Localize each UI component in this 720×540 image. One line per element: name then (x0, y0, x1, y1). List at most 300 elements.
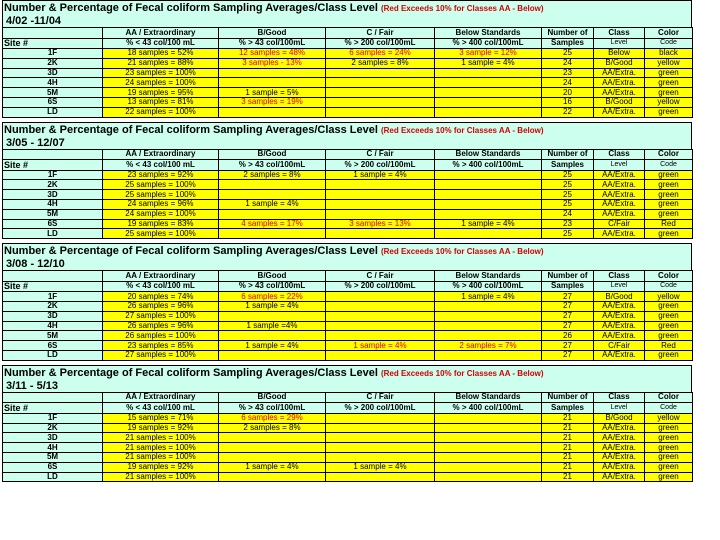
b-cell (219, 180, 326, 190)
col-header-below: Below Standards (435, 271, 542, 282)
color-code-cell: green (645, 452, 693, 462)
color-code-cell: yellow (645, 97, 693, 107)
aa-cell: 27 samples = 100% (103, 350, 219, 360)
b-cell (219, 190, 326, 200)
aa-cell: 22 samples = 100% (103, 107, 219, 117)
site-cell: 5M (3, 88, 103, 98)
class-cell: B/Good (594, 292, 645, 302)
subheader-row (3, 281, 693, 292)
col-header-class: Class (594, 392, 645, 403)
block-title-text: Number & Percentage of Fecal coliform Sampling Averages/Class Level (4, 2, 378, 14)
subheader-row (3, 160, 693, 171)
b-cell (219, 331, 326, 341)
table-row (3, 209, 693, 219)
aa-cell: 19 samples = 95% (103, 88, 219, 98)
aa-cell: 19 samples = 83% (103, 219, 219, 229)
col-header-c: C / Fair (326, 149, 435, 160)
color-code-cell: Red (645, 219, 693, 229)
col-header-number: Number of (542, 271, 594, 282)
site-cell: 1F (3, 170, 103, 180)
c-cell (326, 68, 435, 78)
below-cell (435, 462, 542, 472)
c-cell (326, 331, 435, 341)
samples-cell: 25 (542, 229, 594, 239)
col-subheader-below: % > 400 col/100mL (435, 281, 542, 292)
site-cell: 1F (3, 49, 103, 59)
below-cell: 2 samples = 7% (435, 341, 542, 351)
class-cell: Below (594, 49, 645, 59)
class-cell: C/Fair (594, 341, 645, 351)
c-cell: 2 samples = 8% (326, 58, 435, 68)
site-cell: LD (3, 229, 103, 239)
col-header-number: Number of (542, 149, 594, 160)
header-row (3, 149, 693, 160)
col-header-b: B/Good (219, 149, 326, 160)
c-cell: 6 samples = 24% (326, 49, 435, 59)
color-code-cell: Red (645, 341, 693, 351)
col-header-below: Below Standards (435, 149, 542, 160)
aa-cell: 21 samples = 100% (103, 433, 219, 443)
exceed-note: (Red Exceeds 10% for Classes AA - Below) (380, 247, 544, 257)
below-cell (435, 321, 542, 331)
c-cell (326, 433, 435, 443)
aa-cell: 21 samples = 100% (103, 443, 219, 453)
b-cell: 1 sample = 4% (219, 301, 326, 311)
col-header-class: Class (594, 28, 645, 39)
samples-cell: 23 (542, 219, 594, 229)
b-cell (219, 209, 326, 219)
col-subheader-color: Code (645, 160, 693, 171)
table-row (3, 350, 693, 360)
site-cell: 5M (3, 209, 103, 219)
period-label: 4/02 -11/04 (2, 15, 692, 27)
samples-cell: 27 (542, 341, 594, 351)
table-row (3, 199, 693, 209)
table-row (3, 97, 693, 107)
aa-cell: 19 samples = 92% (103, 462, 219, 472)
col-header-site: Site # (3, 403, 103, 414)
c-cell: 1 sample = 4% (326, 341, 435, 351)
b-cell (219, 229, 326, 239)
samples-cell: 21 (542, 413, 594, 423)
b-cell: 4 samples = 17% (219, 219, 326, 229)
col-header-site-blank (3, 149, 103, 160)
col-header-b: B/Good (219, 271, 326, 282)
site-cell: 5M (3, 331, 103, 341)
aa-cell: 27 samples = 100% (103, 311, 219, 321)
samples-cell: 27 (542, 292, 594, 302)
col-subheader-color: Code (645, 38, 693, 49)
color-code-cell: green (645, 472, 693, 482)
color-code-cell: green (645, 229, 693, 239)
b-cell: 3 samples - 13% (219, 58, 326, 68)
aa-cell: 26 samples = 96% (103, 301, 219, 311)
color-code-cell: yellow (645, 292, 693, 302)
col-subheader-cls: Level (594, 160, 645, 171)
col-header-number: Number of (542, 392, 594, 403)
c-cell (326, 292, 435, 302)
header-row (3, 392, 693, 403)
class-cell: AA/Extra. (594, 78, 645, 88)
period-label: 3/11 - 5/13 (2, 380, 692, 392)
site-cell: 6S (3, 219, 103, 229)
color-code-cell: green (645, 170, 693, 180)
col-header-number: Number of (542, 28, 594, 39)
site-cell: 2K (3, 180, 103, 190)
class-cell: AA/Extra. (594, 423, 645, 433)
block-title (2, 243, 692, 258)
b-cell (219, 78, 326, 88)
b-cell: 1 sample = 4% (219, 341, 326, 351)
col-header-site-blank (3, 28, 103, 39)
period-block (2, 365, 692, 483)
samples-cell: 21 (542, 462, 594, 472)
c-cell (326, 78, 435, 88)
site-cell: 3D (3, 68, 103, 78)
below-cell (435, 452, 542, 462)
c-cell (326, 190, 435, 200)
class-cell: AA/Extra. (594, 350, 645, 360)
c-cell (326, 107, 435, 117)
col-subheader-b: % > 43 col/100mL (219, 160, 326, 171)
class-cell: AA/Extra. (594, 88, 645, 98)
class-cell: AA/Extra. (594, 68, 645, 78)
period-block (2, 0, 692, 118)
class-cell: AA/Extra. (594, 180, 645, 190)
exceed-note: (Red Exceeds 10% for Classes AA - Below) (380, 4, 544, 13)
col-subheader-aa: % < 43 col/100 mL (103, 403, 219, 414)
below-cell (435, 472, 542, 482)
aa-cell: 20 samples = 74% (103, 292, 219, 302)
table-row (3, 58, 693, 68)
sampling-table (2, 27, 693, 118)
samples-cell: 25 (542, 49, 594, 59)
table-row (3, 190, 693, 200)
table-row (3, 229, 693, 239)
samples-cell: 25 (542, 180, 594, 190)
color-code-cell: green (645, 443, 693, 453)
class-cell: B/Good (594, 97, 645, 107)
samples-cell: 21 (542, 452, 594, 462)
col-header-below: Below Standards (435, 392, 542, 403)
aa-cell: 21 samples = 88% (103, 58, 219, 68)
sampling-table (2, 149, 693, 240)
below-cell (435, 190, 542, 200)
col-subheader-c: % > 200 col/100mL (326, 38, 435, 49)
c-cell: 1 sample = 4% (326, 170, 435, 180)
period-block (2, 243, 692, 361)
color-code-cell: green (645, 331, 693, 341)
table-row (3, 433, 693, 443)
below-cell (435, 88, 542, 98)
class-cell: AA/Extra. (594, 452, 645, 462)
col-header-below: Below Standards (435, 28, 542, 39)
c-cell (326, 209, 435, 219)
samples-cell: 27 (542, 321, 594, 331)
class-cell: AA/Extra. (594, 107, 645, 117)
fecal-coliform-report (2, 0, 692, 482)
col-header-site: Site # (3, 281, 103, 292)
class-cell: AA/Extra. (594, 190, 645, 200)
color-code-cell: yellow (645, 413, 693, 423)
aa-cell: 24 samples = 100% (103, 209, 219, 219)
c-cell (326, 301, 435, 311)
table-row (3, 301, 693, 311)
table-row (3, 88, 693, 98)
aa-cell: 25 samples = 100% (103, 180, 219, 190)
col-subheader-c: % > 200 col/100mL (326, 281, 435, 292)
site-cell: 6S (3, 97, 103, 107)
color-code-cell: green (645, 209, 693, 219)
site-cell: 3D (3, 190, 103, 200)
aa-cell: 24 samples = 96% (103, 199, 219, 209)
col-subheader-cls: Level (594, 38, 645, 49)
below-cell: 1 sample = 4% (435, 219, 542, 229)
period-label: 3/08 - 12/10 (2, 258, 692, 270)
table-row (3, 452, 693, 462)
samples-cell: 25 (542, 190, 594, 200)
color-code-cell: green (645, 301, 693, 311)
block-title (2, 122, 692, 137)
below-cell (435, 78, 542, 88)
color-code-cell: green (645, 78, 693, 88)
class-cell: AA/Extra. (594, 462, 645, 472)
site-cell: 4H (3, 199, 103, 209)
site-cell: 2K (3, 58, 103, 68)
block-title-text: Number & Percentage of Fecal coliform Sampling Averages/Class Level (4, 245, 378, 258)
block-title-text: Number & Percentage of Fecal coliform Sampling Averages/Class Level (4, 123, 378, 136)
aa-cell: 21 samples = 100% (103, 472, 219, 482)
col-header-color: Color (645, 28, 693, 39)
table-row (3, 462, 693, 472)
below-cell (435, 443, 542, 453)
col-header-aa: AA / Extraordinary (103, 392, 219, 403)
col-subheader-aa: % < 43 col/100 mL (103, 38, 219, 49)
table-row (3, 219, 693, 229)
below-cell: 3 sample = 12% (435, 49, 542, 59)
aa-cell: 18 samples = 52% (103, 49, 219, 59)
site-cell: 1F (3, 413, 103, 423)
b-cell: 1 sample = 4% (219, 199, 326, 209)
samples-cell: 27 (542, 311, 594, 321)
below-cell (435, 423, 542, 433)
table-row (3, 49, 693, 59)
samples-cell: 24 (542, 209, 594, 219)
below-cell (435, 170, 542, 180)
site-cell: LD (3, 472, 103, 482)
class-cell: AA/Extra. (594, 331, 645, 341)
samples-cell: 23 (542, 68, 594, 78)
c-cell (326, 88, 435, 98)
col-subheader-number: Samples (542, 281, 594, 292)
sampling-table (2, 392, 693, 483)
site-cell: 4H (3, 78, 103, 88)
class-cell: AA/Extra. (594, 209, 645, 219)
block-title (2, 365, 692, 380)
below-cell (435, 97, 542, 107)
b-cell: 3 samples = 19% (219, 97, 326, 107)
b-cell: 1 sample =4% (219, 321, 326, 331)
color-code-cell: green (645, 68, 693, 78)
block-title (2, 0, 692, 15)
period-label: 3/05 - 12/07 (2, 137, 692, 149)
aa-cell: 26 samples = 96% (103, 321, 219, 331)
color-code-cell: green (645, 107, 693, 117)
class-cell: AA/Extra. (594, 301, 645, 311)
class-cell: AA/Extra. (594, 472, 645, 482)
col-header-site-blank (3, 392, 103, 403)
site-cell: 4H (3, 443, 103, 453)
below-cell (435, 301, 542, 311)
below-cell: 1 sample = 4% (435, 292, 542, 302)
samples-cell: 16 (542, 97, 594, 107)
below-cell: 1 sample = 4% (435, 58, 542, 68)
class-cell: AA/Extra. (594, 199, 645, 209)
col-subheader-color: Code (645, 403, 693, 414)
sampling-table (2, 270, 693, 361)
color-code-cell: green (645, 350, 693, 360)
table-row (3, 472, 693, 482)
color-code-cell: green (645, 462, 693, 472)
exceed-note: (Red Exceeds 10% for Classes AA - Below) (380, 368, 544, 378)
col-subheader-cls: Level (594, 281, 645, 292)
table-row (3, 423, 693, 433)
b-cell: 6 samples = 29% (219, 413, 326, 423)
col-header-c: C / Fair (326, 271, 435, 282)
c-cell (326, 229, 435, 239)
c-cell (326, 97, 435, 107)
exceed-note: (Red Exceeds 10% for Classes AA - Below) (380, 125, 544, 135)
table-row (3, 413, 693, 423)
below-cell (435, 68, 542, 78)
c-cell: 1 sample = 4% (326, 462, 435, 472)
c-cell (326, 199, 435, 209)
b-cell (219, 107, 326, 117)
samples-cell: 22 (542, 107, 594, 117)
site-cell: 6S (3, 341, 103, 351)
table-row (3, 107, 693, 117)
samples-cell: 20 (542, 88, 594, 98)
c-cell (326, 413, 435, 423)
col-header-site: Site # (3, 160, 103, 171)
site-cell: 5M (3, 452, 103, 462)
b-cell (219, 472, 326, 482)
table-row (3, 321, 693, 331)
col-subheader-b: % > 43 col/100mL (219, 281, 326, 292)
color-code-cell: green (645, 423, 693, 433)
b-cell: 2 samples = 8% (219, 423, 326, 433)
aa-cell: 15 samples = 71% (103, 413, 219, 423)
col-subheader-aa: % < 43 col/100 mL (103, 281, 219, 292)
block-title-text: Number & Percentage of Fecal coliform Sampling Averages/Class Level (4, 366, 378, 379)
below-cell (435, 209, 542, 219)
color-code-cell: green (645, 321, 693, 331)
color-code-cell: green (645, 180, 693, 190)
aa-cell: 26 samples = 100% (103, 331, 219, 341)
samples-cell: 27 (542, 350, 594, 360)
table-row (3, 68, 693, 78)
table-row (3, 341, 693, 351)
col-subheader-number: Samples (542, 38, 594, 49)
col-subheader-c: % > 200 col/100mL (326, 160, 435, 171)
col-header-class: Class (594, 149, 645, 160)
col-subheader-color: Code (645, 281, 693, 292)
color-code-cell: green (645, 199, 693, 209)
c-cell (326, 472, 435, 482)
col-subheader-below: % > 400 col/100mL (435, 403, 542, 414)
col-subheader-c: % > 200 col/100mL (326, 403, 435, 414)
samples-cell: 21 (542, 443, 594, 453)
c-cell (326, 423, 435, 433)
table-row (3, 292, 693, 302)
color-code-cell: yellow (645, 58, 693, 68)
class-cell: AA/Extra. (594, 433, 645, 443)
table-row (3, 311, 693, 321)
c-cell (326, 311, 435, 321)
class-cell: B/Good (594, 413, 645, 423)
site-cell: LD (3, 107, 103, 117)
below-cell (435, 311, 542, 321)
c-cell (326, 321, 435, 331)
table-row (3, 443, 693, 453)
col-header-aa: AA / Extraordinary (103, 149, 219, 160)
period-block (2, 122, 692, 240)
samples-cell: 25 (542, 170, 594, 180)
class-cell: B/Good (594, 58, 645, 68)
below-cell (435, 107, 542, 117)
col-subheader-below: % > 400 col/100mL (435, 38, 542, 49)
col-subheader-b: % > 43 col/100mL (219, 38, 326, 49)
below-cell (435, 413, 542, 423)
b-cell (219, 452, 326, 462)
color-code-cell: green (645, 433, 693, 443)
b-cell (219, 68, 326, 78)
color-code-cell: black (645, 49, 693, 59)
col-subheader-number: Samples (542, 160, 594, 171)
aa-cell: 19 samples = 92% (103, 423, 219, 433)
c-cell (326, 443, 435, 453)
col-subheader-b: % > 43 col/100mL (219, 403, 326, 414)
aa-cell: 23 samples = 92% (103, 170, 219, 180)
aa-cell: 24 samples = 100% (103, 78, 219, 88)
site-cell: LD (3, 350, 103, 360)
b-cell (219, 443, 326, 453)
table-row (3, 78, 693, 88)
col-subheader-aa: % < 43 col/100 mL (103, 160, 219, 171)
color-code-cell: green (645, 88, 693, 98)
table-row (3, 331, 693, 341)
samples-cell: 21 (542, 472, 594, 482)
b-cell: 1 sample = 4% (219, 462, 326, 472)
class-cell: AA/Extra. (594, 311, 645, 321)
col-subheader-below: % > 400 col/100mL (435, 160, 542, 171)
b-cell: 1 sample = 5% (219, 88, 326, 98)
samples-cell: 24 (542, 78, 594, 88)
b-cell: 6 samples = 22% (219, 292, 326, 302)
table-row (3, 180, 693, 190)
subheader-row (3, 38, 693, 49)
color-code-cell: green (645, 311, 693, 321)
site-cell: 1F (3, 292, 103, 302)
table-row (3, 170, 693, 180)
header-row (3, 271, 693, 282)
aa-cell: 21 samples = 100% (103, 452, 219, 462)
class-cell: AA/Extra. (594, 321, 645, 331)
site-cell: 6S (3, 462, 103, 472)
below-cell (435, 350, 542, 360)
b-cell (219, 350, 326, 360)
col-subheader-cls: Level (594, 403, 645, 414)
